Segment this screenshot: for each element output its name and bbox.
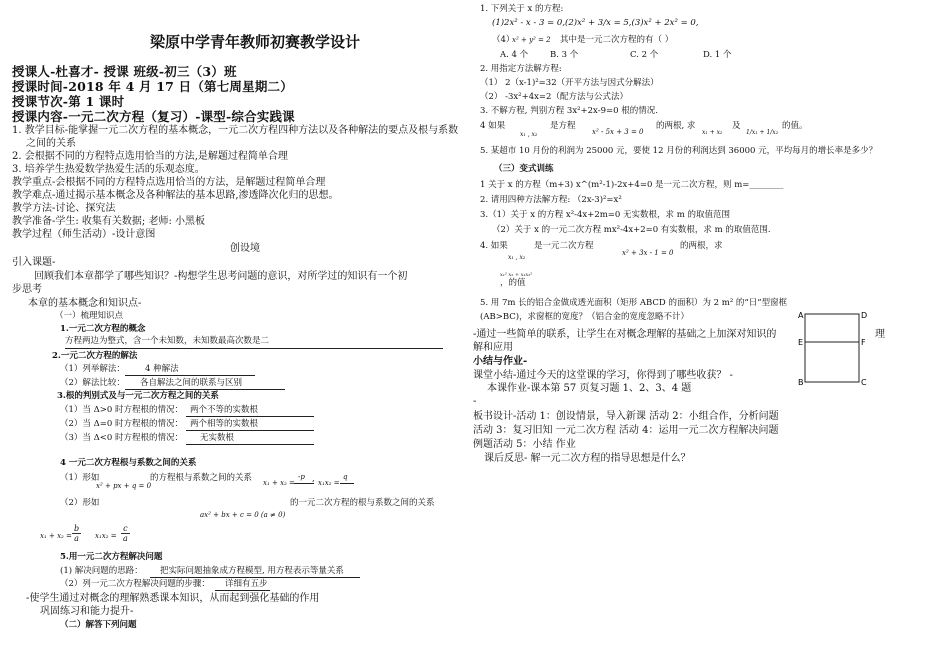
h3-item-1-underline [186, 416, 314, 417]
h4-2-prefix: （2）形如 [60, 498, 100, 508]
board-design-2: 活动 3：复习旧知 一元二次方程 活动 4：运用一元二次方程解决问题 [473, 425, 779, 436]
intro: 引入课题- [12, 257, 56, 268]
scene-heading: 创设境 [230, 243, 260, 254]
process: 教学过程（师生活动）-设计意图 [12, 229, 156, 240]
q4-post: 的两根, 求 [656, 121, 696, 131]
concepts-heading: 本章的基本概念和知识点- [28, 298, 142, 309]
q2-b: （2） -3x²+4x=2（配方法与公式法） [480, 92, 628, 102]
h5-heading: 5.用一元二次方程解决问题 [60, 552, 163, 562]
board-design-3: 例题活动 5：小结 作业 [473, 439, 576, 450]
q1-option-d[interactable]: D. 1 个 [703, 50, 732, 60]
h3-item-3-label: （3）当 Δ<0 时方程根的情况： [60, 433, 183, 443]
h4-2-product-fraction [121, 524, 130, 543]
figure-label-d: D [861, 311, 868, 320]
goal-2: 2. 会根据不同的方程特点选用恰当的方法,是解题过程简单合理 [12, 151, 288, 162]
h3-item-2-value: 两个相等的实数根 [190, 419, 259, 429]
h5-1-underline [150, 577, 360, 578]
homework: 本课作业-课本第 57 页复习题 1、2、3、4 题 [487, 383, 692, 394]
variant-4-end: ，的值 [500, 278, 526, 288]
window-frame-outline [805, 314, 859, 382]
h4-2-equation: ax² + bx + c = 0 (a ≠ 0) [200, 511, 286, 519]
variant-5-cont: (AB>BC)，求窗框的宽度？（铝合金的宽度忽略不计） [480, 312, 690, 322]
h5-1-value: 把实际问题抽象成方程模型, 用方程表示等量关系 [160, 566, 344, 576]
h1-text: 方程两边为整式，含一个未知数，未知数最高次数是二 [65, 336, 270, 346]
h4-2-sum-numerator: b [74, 524, 80, 533]
variant-3b: （2）关于 x 的一元二次方程 mx²-4x+2=0 有实数根，求 m 的取值范围. [492, 225, 771, 235]
purpose-note-cont: 解和应用 [473, 342, 513, 353]
q1-eq4-label: （4） [492, 35, 515, 45]
q4-prefix: 4 如果 [480, 121, 506, 131]
q1: 1. 下列关于 x 的方程: [480, 4, 564, 14]
h2-b-value: 各自解法之间的联系与区别 [140, 378, 243, 388]
h4-1-prefix: （1）形如 [60, 473, 100, 483]
consolidate: 巩固练习和能力提升- [40, 606, 134, 617]
q4-expression-1: x₁ + x₂ [702, 129, 723, 136]
q1-option-a[interactable]: A. 4 个 [500, 50, 529, 60]
difficulty: 教学难点-通过揭示基本概念及各种解法的基本思路,渗透降次化归的思想。 [12, 190, 339, 201]
h4-1-sum: x₁ + x₂ = [263, 479, 295, 487]
review-question: 回顾我们本章都学了哪些知识？-构想学生思考问题的意识，对所学过的知识有一个初 [34, 271, 408, 282]
right-page [470, 0, 950, 658]
h4-1-product-value: q [343, 473, 348, 481]
q1-option-c[interactable]: C. 2 个 [630, 50, 659, 60]
left-page [0, 0, 470, 658]
h4-heading: 4 一元二次方程根与系数之间的关系 [60, 458, 197, 468]
h3-heading: 3.根的判别式及与一元二次方程之间的关系 [57, 391, 219, 401]
variant-4-equation: x² + 3x - 1 = 0 [622, 249, 674, 257]
q4-equation: x² - 5x + 3 = 0 [592, 128, 644, 136]
h4-1-underline-2 [340, 483, 354, 484]
h3-item-1-label: （1）当 Δ>0 时方程根的情况： [60, 405, 183, 415]
variant-2: 2. 请用四种方法解方程: （2x-3)²=x² [480, 195, 622, 205]
purpose-tail: 理 [875, 329, 885, 340]
h3-item-2-label: （2）当 Δ=0 时方程根的情况： [60, 419, 183, 429]
h4-2-sum-fraction [72, 524, 81, 543]
h4-2-product: x₁x₂ = [95, 532, 117, 540]
h2-b-underline [125, 389, 285, 390]
h1-underline [65, 348, 443, 349]
variant-heading: （三）变式训练 [494, 164, 554, 174]
q1-option-b[interactable]: B. 3 个 [550, 50, 579, 60]
reflection: 课后反思- 解一元二次方程的指导思想是什么？ [484, 453, 691, 464]
h2-b-label: （2）解法比较： [60, 378, 125, 388]
h4-2-text: 的一元二次方程的根与系数之间的关系 [290, 498, 435, 508]
purpose-note: -通过一些简单的联系，让学生在对概念理解的基础之上加深对知识的 [473, 329, 777, 340]
goal-3: 3. 培养学生热爱数学热爱生活的乐观态度。 [12, 164, 205, 175]
variant-4-prefix: 4. 如果 [480, 241, 508, 251]
variant-1: 1 关于 x 的方程（m+3) x^(m²-1)-2x+4=0 是一元二次方程，则 m=________ [480, 180, 784, 190]
h2-heading: 2.一元二次方程的解法 [52, 351, 138, 361]
q4-roots: x₁ , x₂ [520, 131, 538, 138]
homework-dash: - [473, 396, 477, 407]
key-point: 教学重点-会根据不同的方程特点选用恰当的方法，是解题过程简单合理 [12, 177, 326, 188]
figure-label-c: C [861, 378, 867, 387]
q2: 2. 用指定方法解方程: [480, 64, 562, 74]
method: 教学方法-讨论、探究法 [12, 203, 116, 214]
variant-5: 5. 用 7m 长的铝合金做成透光面积（矩形 ABCD 的面积）为 2 m² 的“日”型窗框 [480, 298, 788, 308]
variant-4-expression: x₁² x₂ + x₁x₂² [500, 272, 533, 278]
h4-2-sum-denominator: a [74, 534, 79, 543]
q4-and: 及 [732, 121, 741, 131]
prep: 教学准备-学生: 收集有关数据; 老师: 小黑板 [12, 216, 206, 227]
window-frame-figure [795, 308, 875, 388]
h4-1-text: 的方程根与系数之间的关系 [150, 473, 253, 483]
goal-1: 1. 教学目标-能掌握一元二次方程的基本概念，一元二次方程四种方法以及各种解法的要点及根与系数 [12, 125, 459, 136]
h5-1-label: (1) 解决问题的思路： [60, 566, 143, 576]
variant-4-mid: 是一元二次方程 [534, 241, 594, 251]
q2-a: （1） 2（x-1)²=32（开平方法与因式分解法） [480, 78, 659, 88]
h4-1-underline-1 [294, 483, 314, 484]
h3-item-3-value: 无实数根 [200, 433, 235, 443]
h3-item-1-value: 两个不等的实数根 [190, 405, 259, 415]
figure-label-f: F [861, 338, 866, 347]
board-design-1: 板书设计-活动 1：创设情景，导入新课 活动 2：小组合作，分析问题 [473, 411, 779, 422]
h5-2-value: 详细有五步 [225, 579, 268, 589]
teacher-line: 授课人-杜喜才- 授课 班级-初三（3）班 [12, 64, 237, 79]
h2-a-underline [125, 375, 255, 376]
q3: 3. 不解方程, 判别方程 3x²+2x-9=0 根的情况. [480, 106, 658, 116]
h2-a-label: （1）列举解法： [60, 364, 125, 374]
h4-2-product-numerator: c [121, 524, 130, 534]
h3-item-3-underline [186, 444, 314, 445]
variant-3a: 3.（1）关于 x 的方程 x²-4x+2m=0 无实数根，求 m 的取值范围 [480, 210, 730, 220]
h2-a-value: 4 种解法 [145, 364, 179, 374]
h4-2-sum: x₁ + x₂ = [40, 532, 72, 540]
q4-expression-2: 1/x₁ + 1/x₂ [746, 129, 779, 136]
q4-mid: 是方程 [550, 121, 576, 131]
summary-note: -使学生通过对概念的理解熟悉课本知识，从而起到强化基础的作用 [26, 593, 320, 604]
review-question-cont: 步思考 [12, 284, 42, 295]
figure-label-e: E [798, 338, 804, 347]
q5: 5. 某超市 10 月份的利润为 25000 元，要使 12 月份的利润达到 36000 元，平均每月的增长率是多少？ [480, 146, 878, 156]
q1-equations: (1)2x² - x - 3 = 0,(2)x² + 3/x = 5,(3)x² + 2x² = 0, [492, 18, 699, 28]
h1-heading: 1.一元二次方程的概念 [60, 324, 146, 334]
document-title: 梁原中学青年教师初赛教学设计 [150, 33, 361, 51]
figure-label-b: B [798, 378, 804, 387]
q4-end: 的值。 [782, 121, 808, 131]
h4-1-product: x₁x₂ = [318, 479, 340, 487]
sort-heading: （一）梳理知识点 [55, 311, 124, 321]
variant-4-post: 的两根，求 [680, 241, 723, 251]
figure-label-a: A [798, 311, 804, 320]
h5-2-underline [215, 590, 270, 591]
h4-2-product-denominator: a [123, 534, 128, 543]
h4-1-comma: , [312, 474, 315, 484]
goal-1-cont: 之间的关系 [26, 138, 76, 149]
answer-heading: （二）解答下列问题 [60, 620, 137, 630]
h3-item-2-underline [186, 430, 314, 431]
class-summary: 课堂小结-通过今天的这堂课的学习，你得到了哪些收获？ - [473, 370, 733, 381]
variant-4-roots: x₁ , x₂ [508, 254, 526, 261]
time-line: 授课时间-2018 年 4 月 17 日（第七周星期二） [12, 79, 293, 94]
section-line: 授课节次-第 1 课时 [12, 94, 125, 109]
q1-eq4: x² + y² = 2 [512, 36, 551, 44]
q1-eq4-question: 其中是一元二次方程的有（ ） [560, 35, 674, 45]
homework-heading: 小结与作业- [473, 356, 528, 367]
h4-1-sum-value: -p [298, 473, 305, 481]
h4-1-equation: x² + px + q = 0 [96, 482, 152, 490]
h5-2-label: （2）列一元二次方程解决问题的步骤： [60, 579, 210, 589]
content-line: 授课内容-一元二次方程（复习）-课型-综合实践课 [12, 109, 295, 124]
